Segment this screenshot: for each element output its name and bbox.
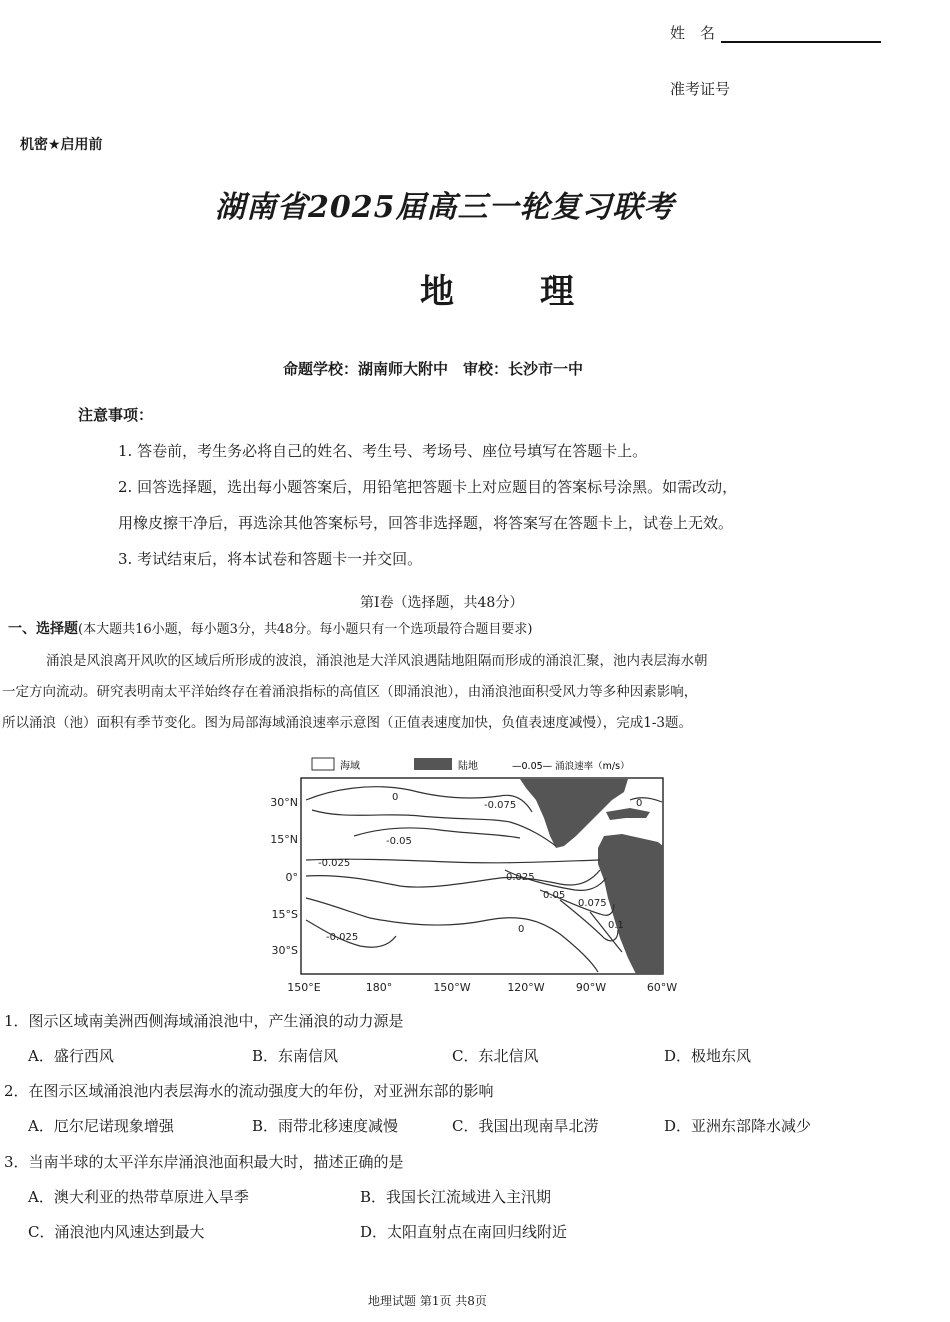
swell-rate-map — [258, 752, 698, 1000]
question-1-stem: 1．图示区域南美洲西侧海域涌浪池中，产生涌浪的动力源是 — [4, 1012, 404, 1030]
lon-label: 180° — [365, 981, 393, 994]
contour-label: -0.025 — [326, 932, 359, 943]
contour-label: -0.05 — [386, 836, 412, 847]
contour-label: 0 — [518, 924, 525, 935]
question-2-option-b: B．雨带北移速度减慢 — [252, 1117, 399, 1135]
notice-item-3: 3. 考试结束后，将本试卷和答题卡一并交回。 — [118, 550, 423, 568]
contour-label: 0.05 — [543, 890, 566, 901]
contour-label: -0.075 — [484, 800, 517, 811]
exam-id-label: 准考证号 — [670, 80, 731, 98]
volume-heading: 第Ⅰ卷（选择题，共48分） — [360, 595, 524, 611]
passage — [0, 646, 950, 739]
contour-label: 0.025 — [506, 872, 535, 883]
lat-label: 0° — [285, 871, 298, 884]
notice-heading: 注意事项： — [78, 406, 154, 424]
name-field — [670, 22, 881, 43]
question-1-option-b: B．东南信风 — [252, 1047, 339, 1065]
passage-line-1: 涌浪是风浪离开风吹的区域后所形成的波浪，涌浪池是大洋风浪遇陆地阻隔而形成的涌浪汇聚，池内表层海水朝 — [46, 653, 708, 669]
name-blank-line[interactable] — [721, 23, 881, 43]
legend-land-swatch — [414, 758, 452, 770]
question-3-option-d: D．太阳直射点在南回归线附近 — [360, 1223, 568, 1241]
lon-label: 150°W — [433, 981, 471, 994]
question-2-option-a: A．厄尔尼诺现象增强 — [28, 1117, 174, 1135]
passage-line-2: 一定方向流动。研究表明南太平洋始终存在着涌浪指标的高值区（即涌浪池），由涌浪池面积受风力等多种因素影响， — [2, 684, 698, 700]
passage-line-3: 所以涌浪（池）面积有季节变化。图为局部海域涌浪速率示意图（正值表速度加快，负值表速度减慢），完成1-3题。 — [2, 715, 692, 731]
question-2-option-d: D．亚洲东部降水减少 — [664, 1117, 812, 1135]
lat-label: 30°S — [271, 944, 298, 957]
legend-sea-swatch — [312, 758, 334, 770]
exam-title: 湖南省2025届高三一轮复习联考 — [215, 190, 675, 225]
question-2-option-c: C．我国出现南旱北涝 — [452, 1117, 599, 1135]
notice-item-2: 2. 回答选择题，选出每小题答案后，用铅笔把答题卡上对应题目的答案标号涂黑。如需改动， — [118, 478, 738, 496]
question-1-option-a: A．盛行西风 — [28, 1047, 114, 1065]
lat-label: 15°N — [270, 833, 298, 846]
page-footer: 地理试题 第1页 共8页 — [368, 1294, 487, 1308]
question-3-option-b: B．我国长江流域进入主汛期 — [360, 1188, 552, 1206]
name-label: 姓 名 — [670, 24, 716, 42]
contour-label: 0.1 — [608, 920, 624, 931]
lat-label: 30°N — [270, 796, 298, 809]
question-1-option-c: C．东北信风 — [452, 1047, 539, 1065]
setters-line: 命题学校：湖南师大附中 审校：长沙市一中 — [283, 360, 584, 378]
legend-sea-label: 海域 — [340, 761, 360, 772]
secret-label: 机密★启用前 — [20, 137, 103, 153]
question-2-stem: 2．在图示区域涌浪池内表层海水的流动强度大的年份，对亚洲东部的影响 — [4, 1082, 494, 1100]
legend-land-label: 陆地 — [458, 761, 478, 772]
contour-label: 0 — [392, 792, 399, 803]
lat-label: 15°S — [271, 908, 298, 921]
question-1-option-d: D．极地东风 — [664, 1047, 752, 1065]
lon-label: 120°W — [507, 981, 545, 994]
question-3-option-c: C．涌浪池内风速达到最大 — [28, 1223, 205, 1241]
lon-label: 150°E — [287, 981, 321, 994]
part-description: (本大题共16小题，每小题3分，共48分。每小题只有一个选项最符合题目要求) — [78, 622, 533, 637]
contour-label: 0.075 — [578, 898, 607, 909]
lon-label: 90°W — [575, 981, 607, 994]
contour-label: -0.025 — [318, 858, 351, 869]
subject-title: 地 理 — [420, 272, 600, 312]
part-heading — [8, 618, 533, 638]
notice-item-2-cont: 用橡皮擦干净后，再选涂其他答案标号，回答非选择题，将答案写在答题卡上，试卷上无效。 — [118, 514, 734, 532]
part-label: 一、选择题 — [8, 621, 78, 637]
contour-label: 0 — [636, 798, 643, 809]
notice-item-1: 1. 答卷前，考生务必将自己的姓名、考生号、考场号、座位号填写在答题卡上。 — [118, 442, 648, 460]
question-3-stem: 3．当南半球的太平洋东岸涌浪池面积最大时，描述正确的是 — [4, 1153, 404, 1171]
question-3-option-a: A．澳大利亚的热带草原进入旱季 — [28, 1188, 249, 1206]
legend-rate-label: —0.05— 涌浪速率（m/s） — [512, 761, 630, 772]
lon-label: 60°W — [646, 981, 678, 994]
